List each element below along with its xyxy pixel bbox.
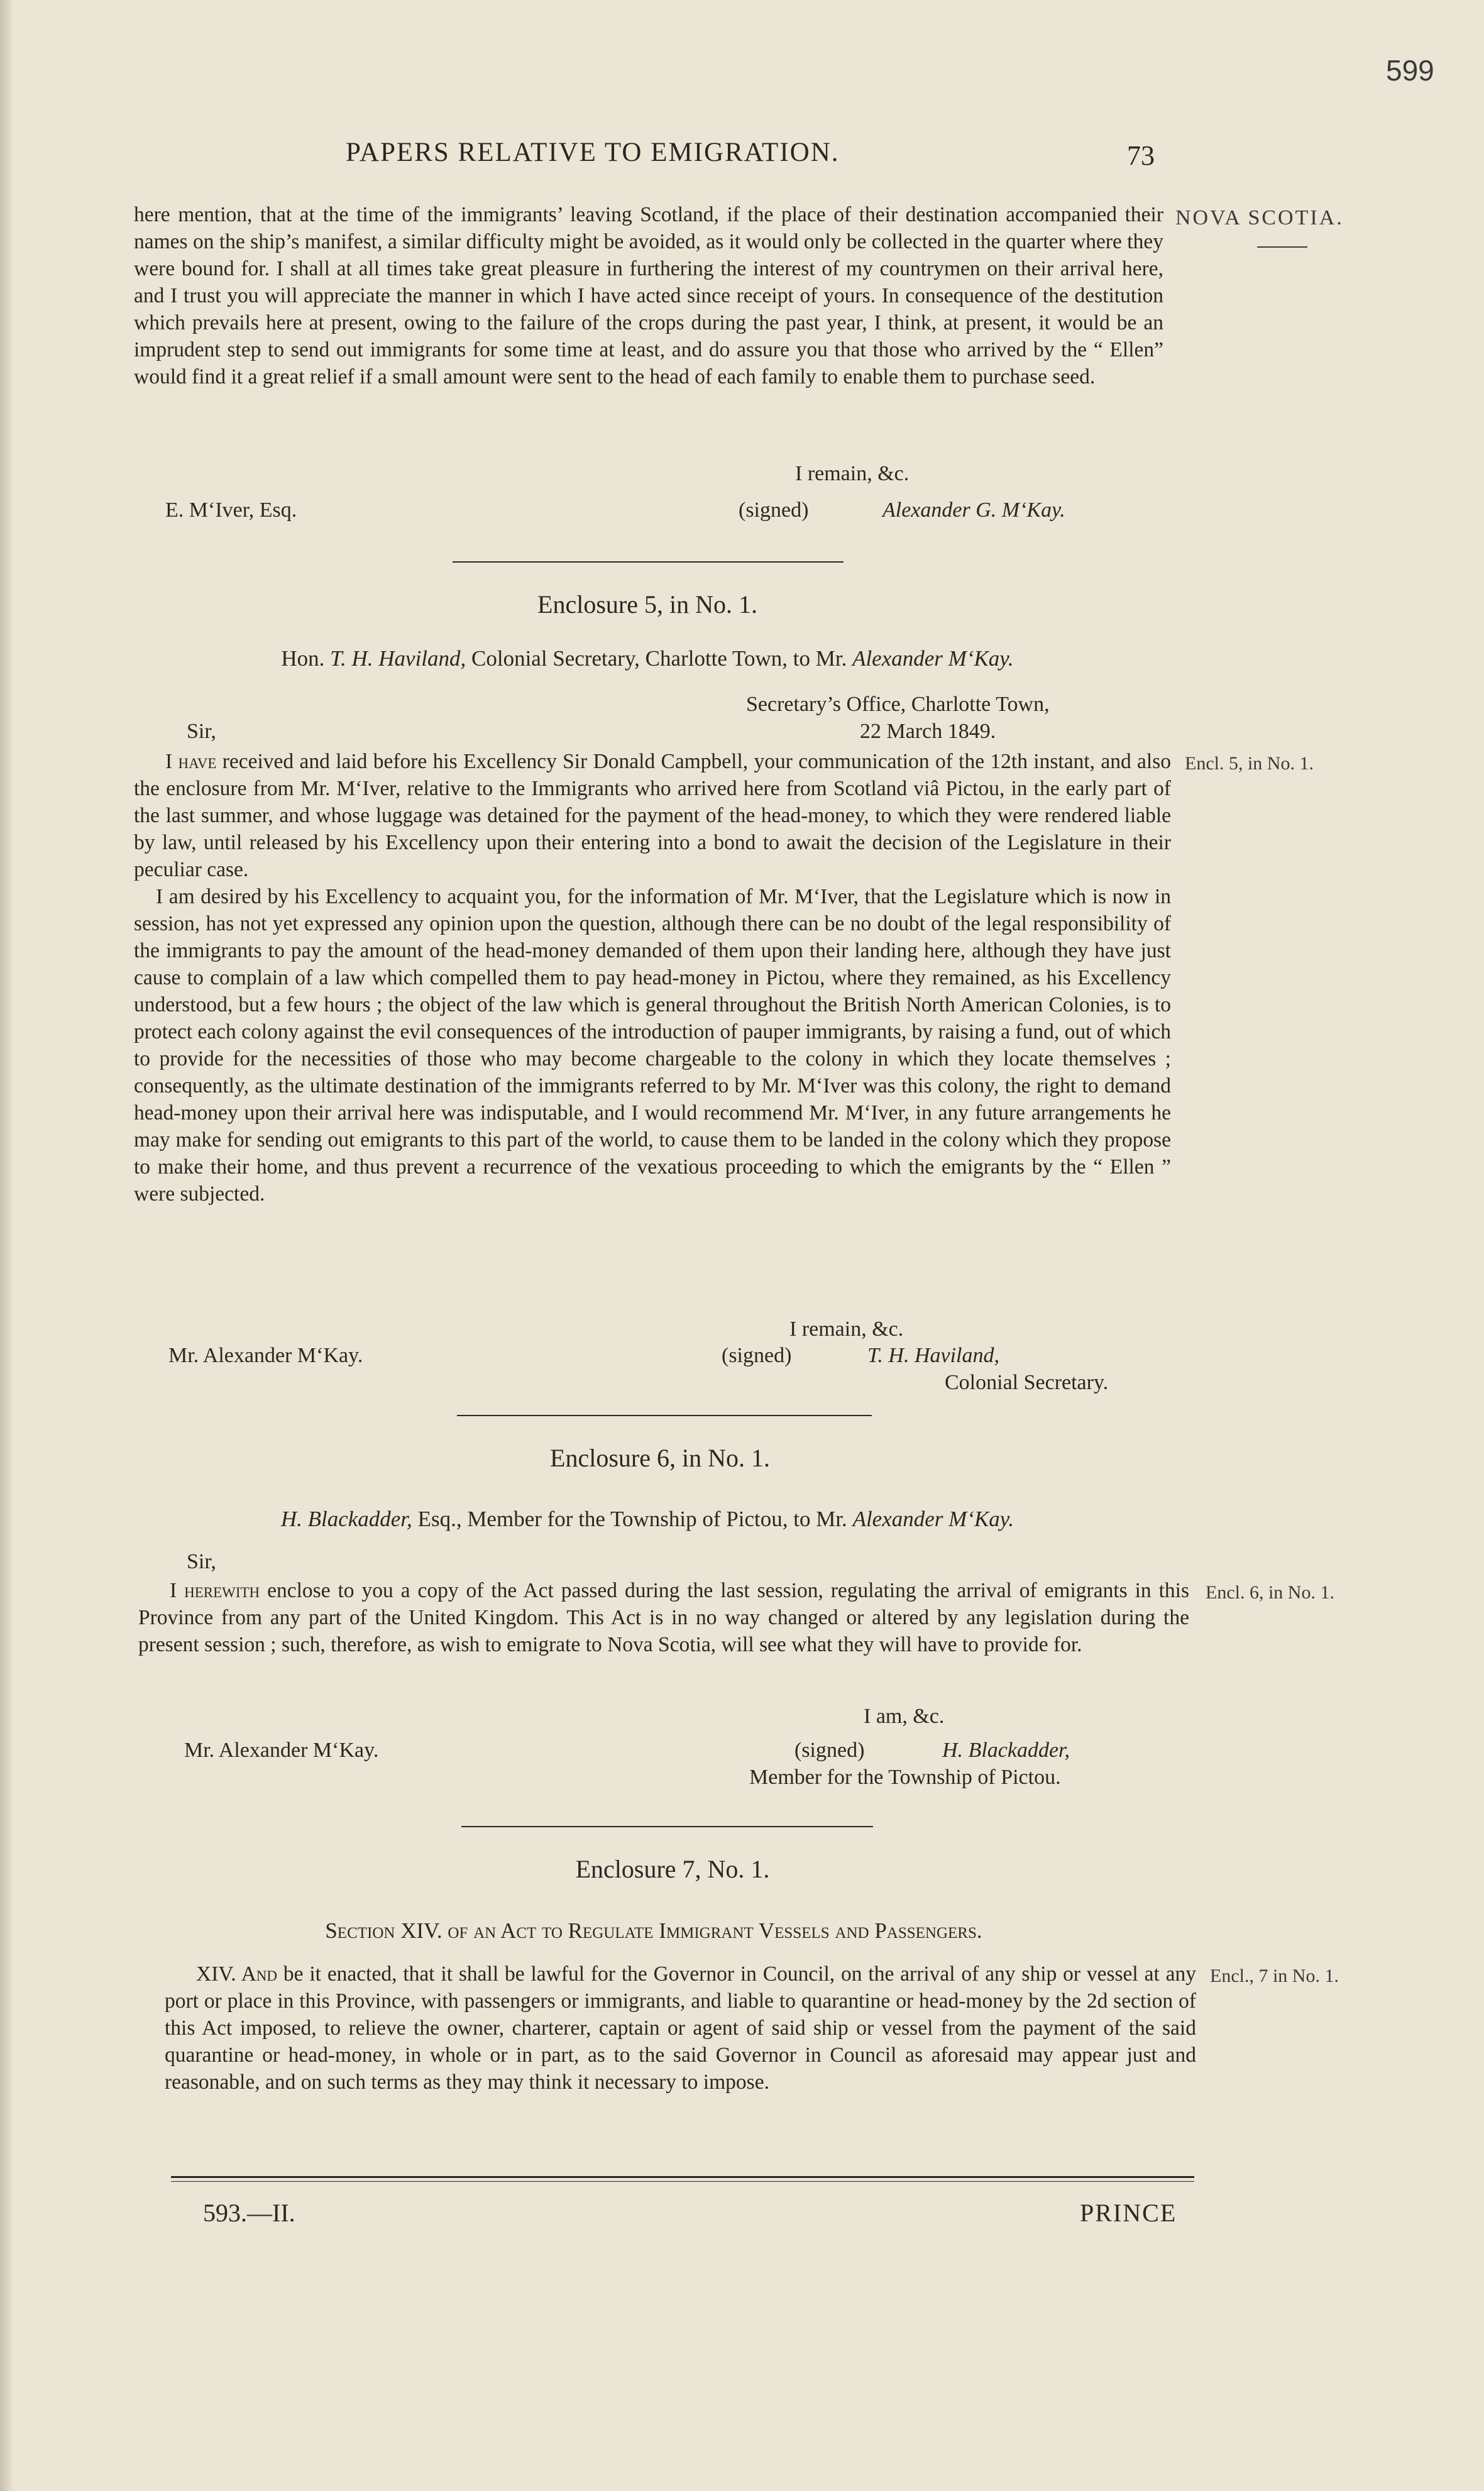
enclosure5-signer: T. H. Haviland, bbox=[867, 1344, 999, 1367]
enclosure6-address: H. Blackadder, Esq., Member for the Township of Pictou, to Mr. Alexander M‘Kay. bbox=[280, 1507, 1014, 1531]
enclosure5-closing: I remain, &c. bbox=[789, 1317, 904, 1341]
running-title: PAPERS RELATIVE TO EMIGRATION. bbox=[346, 138, 840, 167]
margin-heading-rule bbox=[1257, 246, 1307, 248]
margin-heading: NOVA SCOTIA. bbox=[1175, 206, 1344, 229]
letter1-signed: (signed) bbox=[739, 498, 809, 522]
enclosure6-body bbox=[138, 1577, 1189, 1658]
binding-shadow bbox=[0, 0, 14, 2491]
enclosure5-salutation: Sir, bbox=[187, 720, 216, 743]
enclosure6-signed: (signed) bbox=[794, 1739, 865, 1762]
footer-rule bbox=[171, 2176, 1194, 2178]
section-rule bbox=[453, 561, 844, 563]
enclosure6-salutation: Sir, bbox=[187, 1550, 216, 1573]
enclosure7-margin-note: Encl., 7 in No. 1. bbox=[1210, 1966, 1339, 1986]
enclosure5-body bbox=[134, 748, 1171, 1207]
section-rule bbox=[461, 1826, 873, 1827]
enclosure6-signer-title: Member for the Township of Pictou. bbox=[749, 1766, 1061, 1789]
enclosure5-paragraph-1: I have received and laid before his Excellency Sir Donald Campbell, your communication of the 12th instant, and also the enclosure from Mr. M‘Iver, relative to the Immigrants who arrived here from Scotland viâ Pictou, in the early part of the last summer, and whose luggage was detained for the payment of the head-money, to which they were rendered liable by law, until released by his Excellency upon their entering into a bond to await the decision of the Legislature in their peculiar case. bbox=[134, 750, 1171, 881]
footer-rule-thin bbox=[171, 2181, 1194, 2182]
enclosure5-place: Secretary’s Office, Charlotte Town, bbox=[746, 693, 1050, 716]
enclosure5-address: Hon. T. H. Haviland, Colonial Secretary, Charlotte Town, to Mr. Alexander M‘Kay. bbox=[281, 646, 1014, 671]
enclosure6-addressee: Mr. Alexander M‘Kay. bbox=[184, 1739, 379, 1762]
section-rule bbox=[457, 1415, 872, 1416]
enclosure5-paragraph-2: I am desired by his Excellency to acquaint you, for the information of Mr. M‘Iver, that the Legislature which is now in session, has not yet expressed any opinion upon the question, although there can be no doubt of the legal responsibility of the immigrants to pay the amount of the head-money demanded of them upon their landing here, although they have just cause to complain of a law which compelled them to pay head-money in Pictou, where they remained, as his Excellency understood, but a few hours ; the object of the law which is general throughout the British North American Colonies, is to protect each colony against the evil consequences of the introduction of pauper immigrants, by raising a fund, out of which to provide for the necessities of those who may become chargeable to the colony in which they locate themselves ; consequently, as the ultimate destination of the immigrants referred to by Mr. M‘Iver was this colony, the right to demand head-money upon their arrival here was indisputable, and I would recommend Mr. M‘Iver, in any future arrangements he may make for sending out emigrants to this part of the world, to cause them to be landed in the colony which they propose to make their home, and thus prevent a recurrence of the vexatious proceeding to which the emigrants by the “ Ellen ” were subjected. bbox=[134, 885, 1171, 1206]
letter1-closing: I remain, &c. bbox=[795, 462, 910, 485]
enclosure5-heading: Enclosure 5, in No. 1. bbox=[537, 590, 757, 619]
letter1-paragraph: here mention, that at the time of the immigrants’ leaving Scotland, if the place of their destination accompanied their names on the ship’s manifest, a similar difficulty might be avoided, as it would only be collected in the quarter where they were bound for. I shall at all times take great pleasure in furthering the interest of my countrymen on their arrival here, and I trust you will appreciate the manner in which I have acted since receipt of yours. In consequence of the destitution which prevails here at present, owing to the failure of the crops during the past year, I think, at present, it would be an imprudent step to send out immigrants for some time at least, and do assure you that those who arrived by the “ Ellen” would find it a great relief if a small amount were sent to the head of each family to enable them to purchase seed. bbox=[134, 203, 1163, 388]
catchword: PRINCE bbox=[1080, 2199, 1177, 2227]
enclosure6-margin-note: Encl. 6, in No. 1. bbox=[1206, 1582, 1334, 1603]
printer-signature: 593.—II. bbox=[203, 2199, 295, 2227]
enclosure5-signed: (signed) bbox=[722, 1344, 792, 1367]
enclosure7-body bbox=[165, 1960, 1196, 2096]
enclosure6-heading: Enclosure 6, in No. 1. bbox=[550, 1444, 770, 1472]
enclosure6-signer: H. Blackadder, bbox=[942, 1739, 1070, 1762]
enclosure5-date: 22 March 1849. bbox=[860, 720, 996, 743]
letter1-signer: Alexander G. M‘Kay. bbox=[882, 498, 1065, 522]
enclosure7-paragraph-1: XIV. And be it enacted, that it shall be lawful for the Governor in Council, on the arrival of any ship or vessel at any port or place in this Province, with passengers or immigrants, and liable to quarantine or head-money by the 2d section of this Act imposed, to relieve the owner, charterer, captain or agent of said ship or vessel from the payment of the said quarantine or head-money, in whole or in part, as to the said Governor in Council as aforesaid may appear just and reasonable, and on such terms as they may think it necessary to impose. bbox=[165, 1962, 1196, 2094]
letter1-body bbox=[134, 201, 1163, 390]
enclosure6-paragraph-1: I herewith enclose to you a copy of the Act passed during the last session, regulating the arrival of emigrants in this Province from any part of the United Kingdom. This Act is in no way changed or altered by any legislation during the present session ; such, therefore, as wish to emigrate to Nova Scotia, will see what they will have to provide for. bbox=[138, 1579, 1189, 1656]
enclosure6-closing: I am, &c. bbox=[864, 1705, 945, 1728]
enclosure7-heading: Enclosure 7, No. 1. bbox=[575, 1855, 770, 1883]
enclosure5-margin-note: Encl. 5, in No. 1. bbox=[1185, 753, 1314, 774]
enclosure5-addressee: Mr. Alexander M‘Kay. bbox=[168, 1344, 363, 1367]
stamp-number: 599 bbox=[1386, 54, 1434, 87]
enclosure5-signer-title: Colonial Secretary. bbox=[945, 1371, 1109, 1394]
enclosure7-subheading: Section XIV. of an Act to Regulate Immigrant Vessels and Passengers. bbox=[325, 1918, 982, 1943]
letter1-addressee: E. M‘Iver, Esq. bbox=[165, 498, 297, 522]
page-number: 73 bbox=[1127, 140, 1155, 171]
